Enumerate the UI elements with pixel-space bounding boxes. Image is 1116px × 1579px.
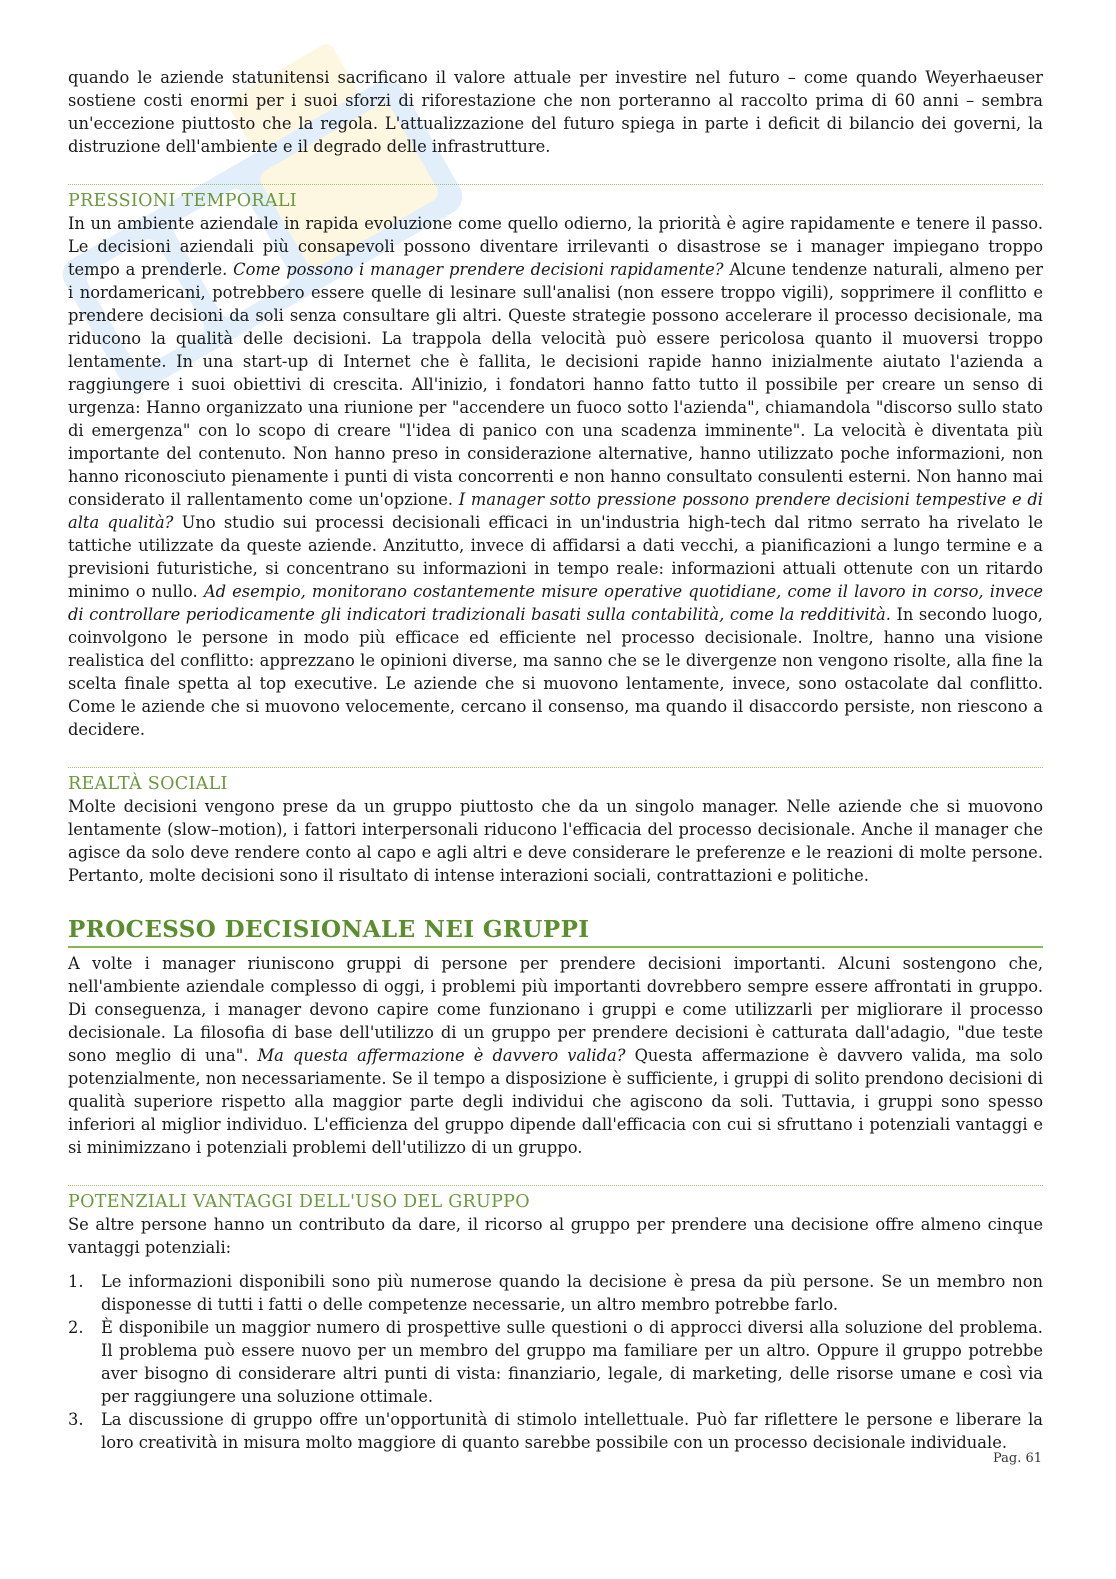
intro-paragraph: quando le aziende statunitensi sacrificano il valore attuale per investire nel futuro – come quando Weyerhaeuser sostiene costi enormi per i suoi sforzi di riforestazione che non porteranno al raccolto prima di 60 anni – sembra un'eccezione piuttosto che la regola. L'attualizzazione del futuro spiega in parte i deficit di bilancio dei governi, la distruzione dell'ambiente e il degrado delle infrastrutture.: [68, 68, 1043, 156]
question-run: I manager sotto pressione possono prendere decisioni tempestive e di alta qualità?: [68, 490, 1043, 532]
text-run: Alcune tendenze naturali, almeno per i nordamericani, potrebbero essere quelle di lesinare sull'analisi (non essere troppo vigili), sopprimere il conflitto e prendere decisioni da soli senza consultare gli altri. Queste strategie possono accelerare il processo decisionale, ma riducono la qualità delle decisioni. La trappola della velocità può essere pericolosa quanto il muoversi troppo lentamente. In una start-up di Internet che è fallita, le decisioni rapide hanno inizialmente aiutato l'azienda a raggiungere i suoi obiettivi di crescita. All'inizio, i fondatori hanno fatto tutto il possibile per creare un senso di urgenza: Hanno organizzato una riunione per "accendere un fuoco sotto l'azienda", chiamandola "discorso sullo stato di emergenza" con lo scopo di creare "l'idea di panico con una scadenza imminente". La velocità è diventata più importante del contenuto. Non hanno preso in considerazione alternative, hanno utilizzato poche informazioni, non hanno riconosciuto pienamente i punti di vista concorrenti e non hanno consultato consulenti esterni. Non hanno mai considerato il rallentamento come un'opzione.: [68, 260, 1043, 509]
list-item: [68, 1408, 1043, 1454]
list-number: 3.: [68, 1410, 84, 1429]
question-run: Come possono i manager prendere decisioni rapidamente?: [233, 260, 724, 279]
question-run: Ma questa affermazione è davvero valida?: [257, 1046, 626, 1065]
list-item: [68, 1270, 1043, 1316]
text-run: Questa affermazione è davvero valida, ma solo potenzialmente, non necessariamente. Se il tempo a disposizione è sufficiente, i gruppi di solito prendono decisioni di qualità superiore rispetto alla maggior parte degli individui che agiscono da soli. Tuttavia, i gruppi sono spesso inferiori al miglior individuo. L'efficienza del gruppo dipende dall'efficacia con cui si sfruttano i potenziali vantaggi e si minimizzano i potenziali problemi dell'utilizzo di un gruppo.: [68, 1046, 1043, 1157]
list-number: 2.: [68, 1318, 84, 1337]
text-run: Uno studio sui processi decisionali efficaci in un'industria high-tech dal ritmo serrato ha rivelato le tattiche utilizzate da queste aziende. Anzitutto, invece di affidarsi a dati vecchi, a pianificazioni a lungo termine e a previsioni futuristiche, si concentrano su informazioni in tempo reale: informazioni attuali ottenute con un ritardo minimo o nullo.: [68, 513, 1043, 601]
text-run: A volte i manager riuniscono gruppi di persone per prendere decisioni importanti. Alcuni sostengono che, nell'ambiente aziendale complesso di oggi, i problemi più importanti dovrebbero sempre essere affrontati in gruppo. Di conseguenza, i manager devono capire come funzionano i gruppi e come utilizzarli per migliorare il processo decisionale. La filosofia di base dell'utilizzo di un gruppo per prendere decisioni è catturata dall'adagio, "due teste sono meglio di una".: [68, 954, 1043, 1065]
section-heading-vantaggi: POTENZIALI VANTAGGI DELL'USO DEL GRUPPO: [68, 1185, 1043, 1213]
chapter-heading-processo: PROCESSO DECISIONALE NEI GRUPPI: [68, 915, 1043, 948]
text-run: In secondo luogo, coinvolgono le persone in modo più efficace ed efficiente nel processo decisionale. Inoltre, hanno una visione realistica del conflitto: apprezzano le opinioni diverse, ma sanno che se le divergenze non vengono risolte, alla fine la scelta finale spetta al top executive. Le aziende che si muovono lentamente, invece, sono ostacolate dal conflitto. Come le aziende che si muovono velocemente, cercano il consenso, ma quando il disaccordo persiste, non riescono a decidere.: [68, 605, 1043, 739]
vantaggi-paragraph: Se altre persone hanno un contributo da dare, il ricorso al gruppo per prendere una decisione offre almeno cinque vantaggi potenziali:: [68, 1215, 1043, 1257]
list-number: 1.: [68, 1272, 84, 1291]
list-item: [68, 1316, 1043, 1408]
pressioni-paragraph: [68, 212, 1043, 741]
text-run: In un ambiente aziendale in rapida evoluzione come quello odierno, la priorità è agire rapidamente e tenere il passo. Le decisioni aziendali più consapevoli possono diventare irrilevanti o disastrose se i manager impiegano troppo tempo a prenderle.: [68, 214, 1043, 279]
page-number: Pag. 61: [992, 1451, 1042, 1466]
gruppi-paragraph: [68, 952, 1043, 1159]
realta-paragraph: Molte decisioni vengono prese da un gruppo piuttosto che da un singolo manager. Nelle aziende che si muovono lentamente (slow–motion), i fattori interpersonali riducono l'efficacia del processo decisionale. Anche il manager che agisce da solo deve rendere conto al capo e agli altri e deve considerare le preferenze e le reazioni di molte persone. Pertanto, molte decisioni sono il risultato di intense interazioni sociali, contrattazioni e politiche.: [68, 797, 1043, 885]
example-run: Ad esempio, monitorano costantemente misure operative quotidiane, come il lavoro in corso, invece di controllare periodicamente gli indicatori tradizionali basati sulla contabilità, come la redditività.: [68, 582, 1043, 624]
list-text: La discussione di gruppo offre un'opportunità di stimolo intellettuale. Può far riflettere le persone e liberare la loro creatività in misura molto maggiore di quanto sarebbe possibile con un processo decisionale individuale.: [101, 1410, 1043, 1452]
advantages-list: [68, 1270, 1043, 1454]
section-heading-realta: REALTÀ SOCIALI: [68, 767, 1043, 795]
section-heading-pressioni: PRESSIONI TEMPORALI: [68, 184, 1043, 212]
list-text: È disponibile un maggior numero di prospettive sulle questioni o di approcci diversi alla soluzione del problema. Il problema può essere nuovo per un membro del gruppo ma familiare per un altro. Oppure il gruppo potrebbe aver bisogno di considerare altri punti di vista: finanziario, legale, di marketing, delle risorse umane e così via per raggiungere una soluzione ottimale.: [101, 1318, 1043, 1406]
document-page: [68, 66, 1043, 1454]
list-text: Le informazioni disponibili sono più numerose quando la decisione è presa da più persone. Se un membro non disponesse di tutti i fatti o delle competenze necessarie, un altro membro potrebbe farlo.: [101, 1272, 1043, 1314]
